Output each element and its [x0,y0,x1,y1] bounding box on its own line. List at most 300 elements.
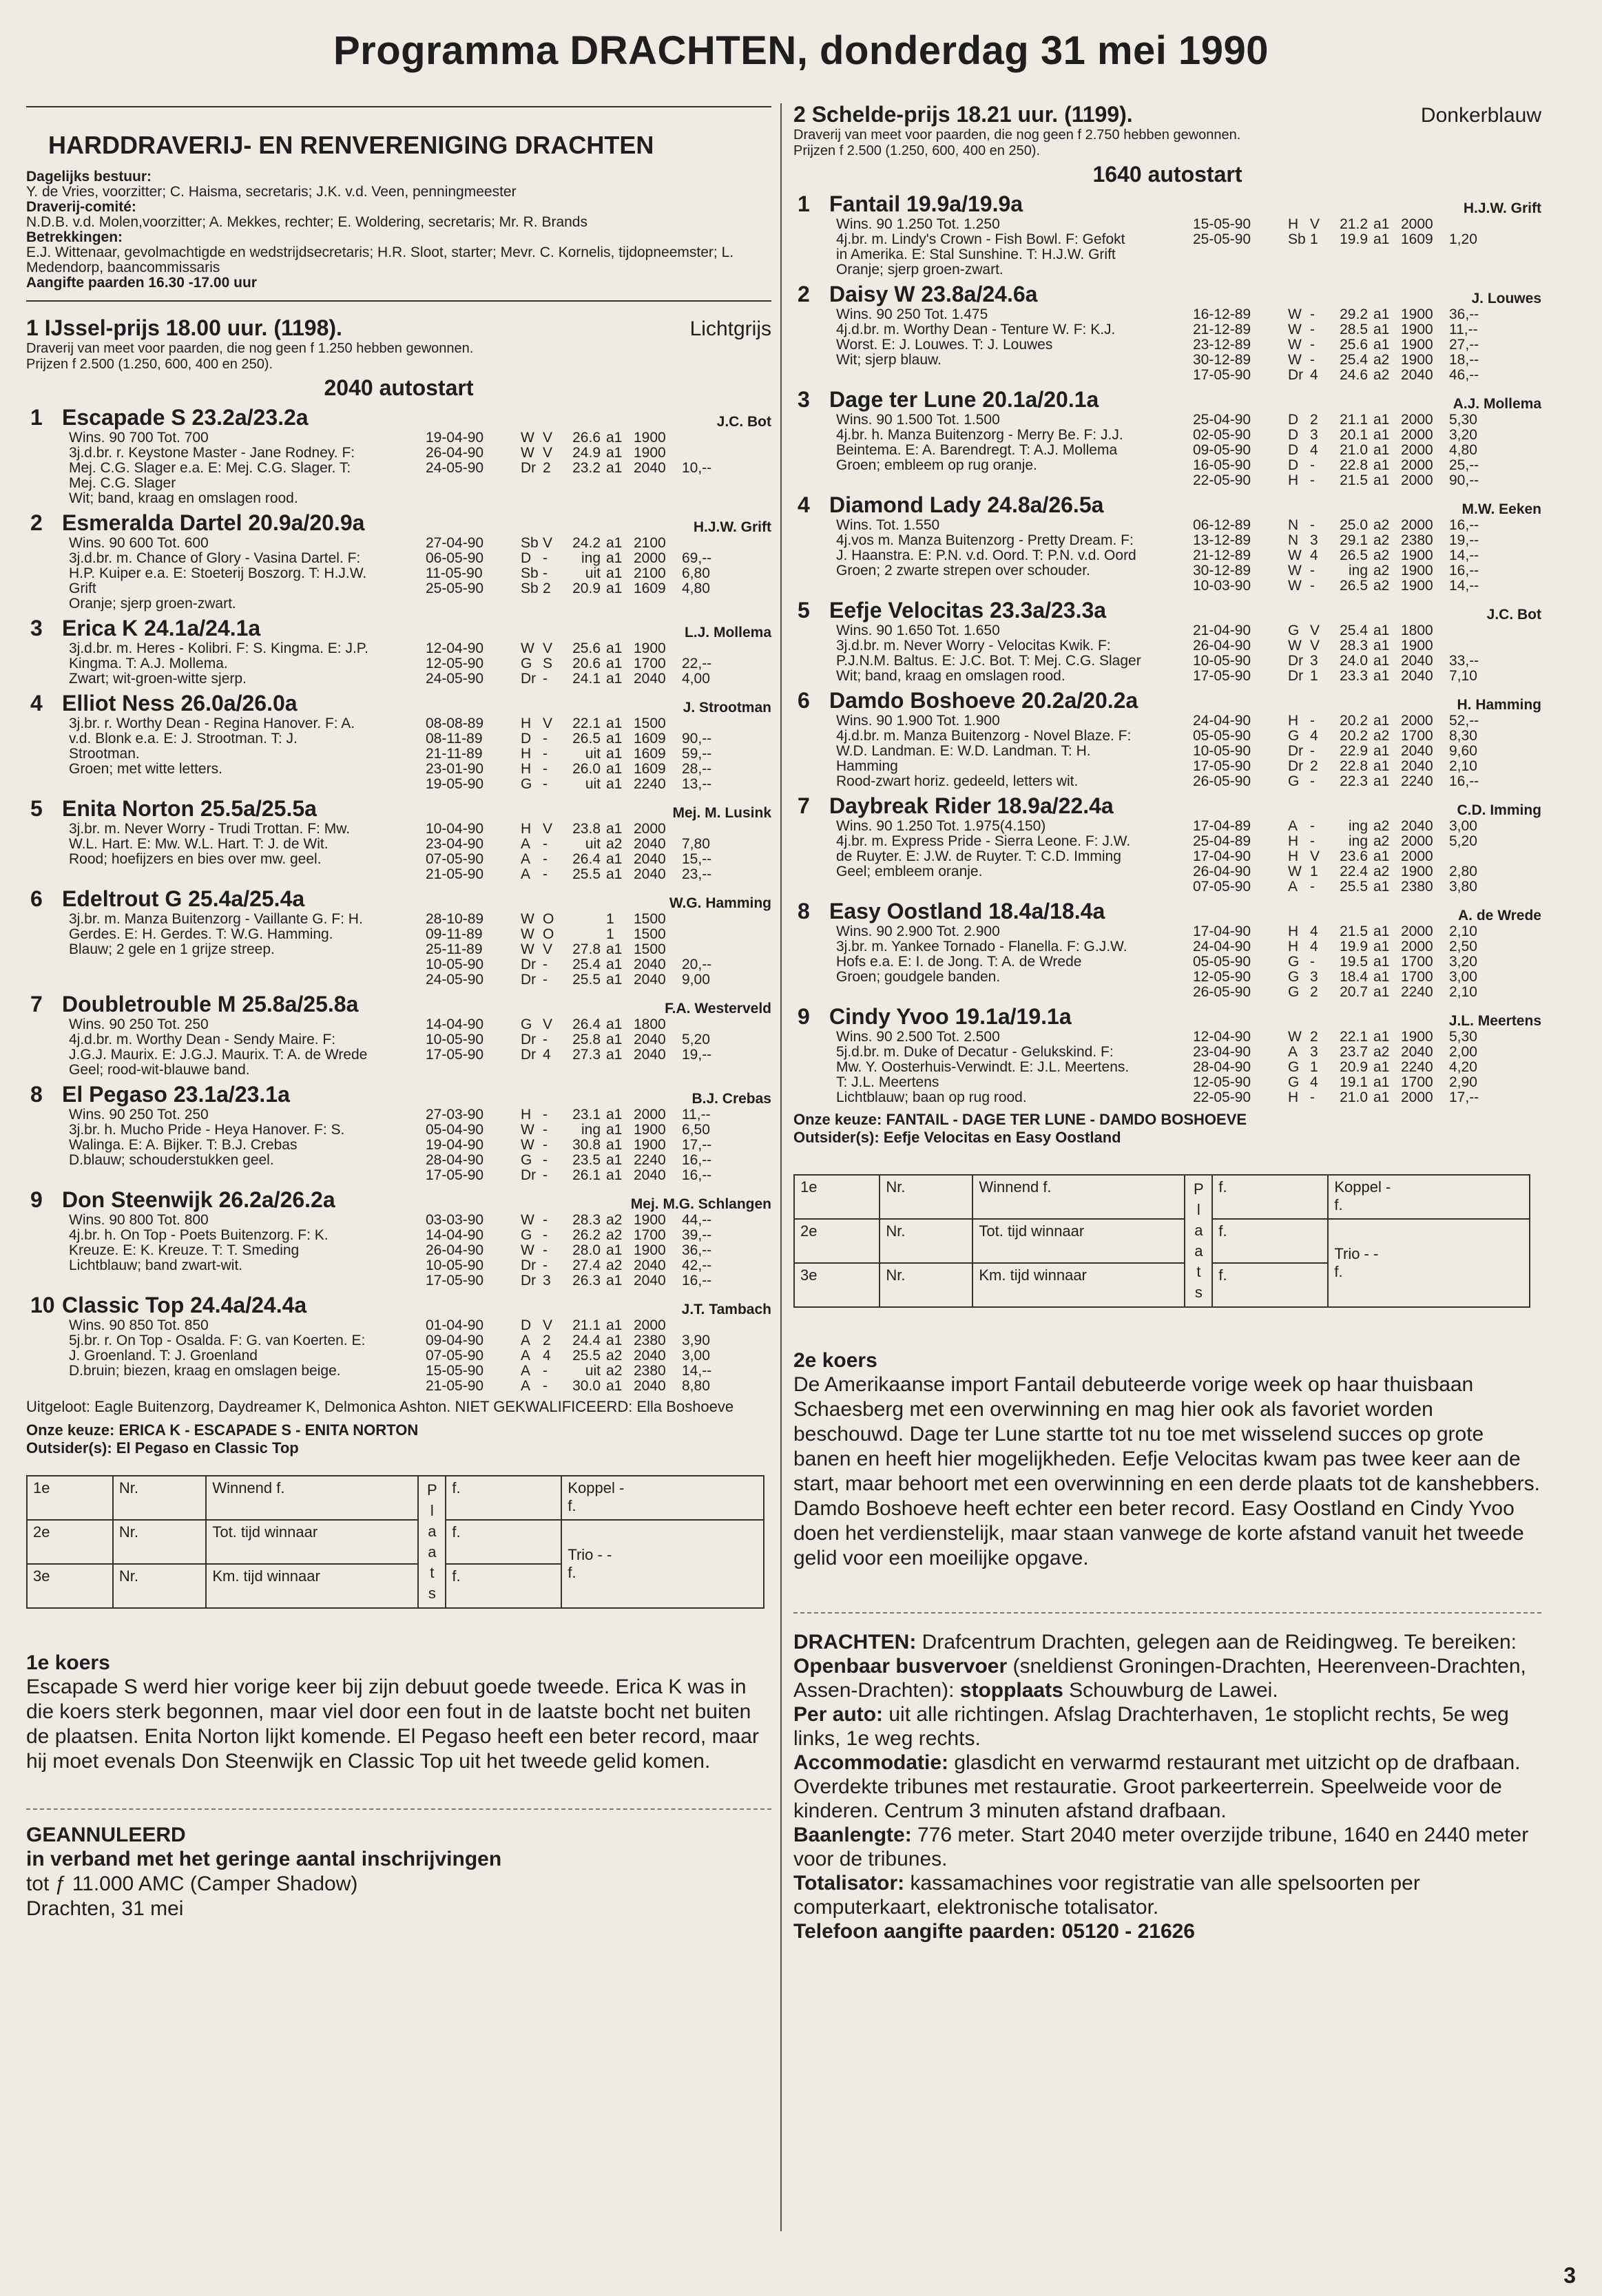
result-cell: a2 [1373,864,1390,879]
result-cell: a2 [606,1257,623,1273]
info-text: 776 meter. Start 2040 meter overzijde tribune, 1640 en 2440 meter voor de tribunes. [793,1824,1529,1870]
result-cell: 1700 [1401,1074,1433,1090]
horse-driver: J.L. Meertens [1448,1013,1541,1029]
result-cell: 21-12-89 [1193,547,1251,563]
result-cell: 7,80 [682,836,710,852]
horse-info-line: Wins. 90 600 Tot. 600 [69,535,209,551]
horse-number: 5 [30,796,43,821]
result-cell: 26.0 [572,761,601,777]
result-row [426,927,771,942]
info-label: Openbaar busvervoer [793,1655,1008,1678]
trio-amount: f. [1334,1263,1343,1280]
result-cell: 23.8 [572,821,601,837]
horse-entry [793,1004,1541,1105]
race-1 [26,315,771,1457]
result-cell: 39,-- [682,1227,712,1243]
result-cell: 1700 [634,656,666,671]
result-cell: 25-11-89 [426,941,483,957]
left-column [26,96,771,1921]
result-cell: S [543,656,553,671]
result-row [426,1213,771,1228]
info-label: Accommodatie: [793,1751,949,1774]
result-cell: 2100 [634,565,666,581]
result-cell: a1 [606,761,623,777]
result-cell: 2000 [1401,472,1433,488]
result-cell: 17-04-89 [1193,818,1251,834]
info-label: Per auto: [793,1703,884,1726]
result-cell: a1 [1373,306,1390,322]
result-cell: 08-11-89 [426,731,483,747]
horse-body [26,822,771,882]
result-cell: 2000 [1401,848,1433,864]
result-cell: G [1288,1059,1300,1075]
result-cell: - [543,972,548,988]
result-cell: G [521,656,532,671]
result-cell: H [521,821,532,837]
result-cell: W [521,445,534,461]
info-text: Drafcentrum Drachten, gelegen aan de Reidingweg. Te bereiken: [916,1631,1517,1653]
result-cell: 30-12-89 [1193,352,1251,368]
result-cell: 21-11-89 [426,746,483,762]
bet-row [794,1219,1530,1263]
result-cell: 1900 [634,430,666,446]
horse-info-line: Kreuze. E: K. Kreuze. T: T. Smeding [69,1242,300,1258]
result-cell: 25.5 [572,866,601,882]
result-cell: 11-05-90 [426,565,483,581]
result-cell: 16,-- [1449,563,1479,578]
result-cell: a1 [1373,758,1390,774]
result-cell: G [1288,773,1300,789]
result-cell: W [521,941,534,957]
result-cell: 10-03-90 [1193,578,1251,594]
horse-headline [793,492,1541,518]
horse-body [793,713,1541,789]
result-cell: 2 [1310,984,1318,1000]
result-cell: 2240 [1401,1059,1433,1075]
result-cell: 20.9 [572,581,601,596]
horse-info-line: 5j.d.br. m. Duke of Decatur - Gelukskind. F: [836,1044,1114,1060]
result-cell: - [1310,306,1315,322]
result-cell: a1 [606,656,623,671]
result-cell: H [521,1107,532,1123]
result-cell: 4 [1310,728,1318,744]
result-cell: 2040 [1401,367,1433,383]
result-cell: 1609 [634,746,666,762]
result-cell: 2040 [634,1167,666,1183]
result-cell: 2040 [634,851,666,867]
horse-results [1193,924,1541,1000]
result-cell: 26.4 [572,1016,601,1032]
result-row [426,837,771,852]
result-cell: 1900 [634,1137,666,1153]
race-1-conditions: Draverij van meet voor paarden, die nog geen f 1.250 hebben gewonnen. [26,341,474,356]
result-cell: 1609 [1401,231,1433,247]
horse-number: 3 [30,616,43,640]
result-cell: 24-04-90 [1193,939,1251,954]
result-cell: - [1310,713,1315,729]
horse-info-line: 4j.vos m. Manza Buitenzorg - Pretty Dream. F: [836,532,1134,548]
result-cell: 03-03-90 [426,1212,484,1228]
result-cell: 4,00 [682,671,710,687]
result-cell: 25.8 [572,1032,601,1047]
result-cell: V [543,941,553,957]
result-cell: a1 [606,445,623,461]
horse-info [26,430,426,506]
result-cell: 10,-- [682,460,712,476]
result-cell: a1 [606,1317,623,1333]
result-cell: 90,-- [1449,472,1479,488]
horse-body [793,307,1541,383]
result-cell: W [521,926,534,942]
koppel-amount: f. [568,1497,576,1514]
result-cell: a1 [1373,457,1390,473]
horse-info-line: Groen; met witte letters. [69,761,222,777]
result-cell: 2,90 [1449,1074,1477,1090]
result-cell: 12-05-90 [426,656,484,671]
result-cell: 19,-- [682,1047,712,1063]
result-cell: W [1288,306,1302,322]
result-cell: 1700 [1401,969,1433,985]
result-cell: a1 [1373,848,1390,864]
result-row [426,822,771,837]
result-cell: 19.5 [1340,954,1368,970]
horse-number: 4 [30,691,43,716]
info-part [793,1751,1520,1822]
result-cell [565,912,606,927]
result-cell: 2000 [1401,923,1433,939]
horse-info-line: 4j.br. h. On Top - Poets Buitenzorg. F: K. [69,1227,329,1243]
result-cell: 2040 [634,1047,666,1063]
result-cell: a1 [1373,231,1390,247]
result-cell: 25.5 [572,972,601,988]
result-cell: 2000 [1401,442,1433,458]
result-cell: 20,-- [682,957,712,972]
plaats-letter: l [1196,1201,1200,1218]
result-cell: 2000 [1401,412,1433,428]
horse-results [426,822,771,882]
result-cell: 02-05-90 [1193,427,1251,443]
result-row [1193,1060,1541,1075]
horse-headline [26,691,771,716]
result-cell: 3,20 [1449,427,1477,443]
horse-info-line: Wins. Tot. 1.550 [836,517,940,533]
result-cell: a1 [606,1273,623,1288]
horse-info-line: 3j.d.br. m. Never Worry - Velocitas Kwik. F: [836,638,1111,654]
result-cell: 2 [1310,758,1318,774]
result-cell: 30.8 [572,1137,601,1153]
result-cell: - [1310,954,1315,970]
horse-info-line: Groen; 2 zwarte strepen over schouder. [836,563,1090,578]
horse-info [26,716,426,792]
result-cell: 2 [1310,1029,1318,1045]
horse-info-line: 4j.d.br. m. Worthy Dean - Tenture W. F: K.J. [836,322,1116,337]
horse-name: El Pegaso 23.1a/23.1a [62,1082,290,1107]
result-cell: 16,-- [682,1167,712,1183]
result-row [1193,428,1541,443]
info-part [793,1872,1420,1919]
result-row [426,852,771,867]
result-cell: a2 [1373,532,1390,548]
result-cell [682,927,730,942]
club-board [26,169,771,291]
result-cell: 2 [543,1333,551,1348]
result-cell: V [543,1016,553,1032]
bet-table-1 [26,1475,771,1609]
horse-name: Damdo Boshoeve 20.2a/20.2a [829,688,1138,713]
result-cell: 13-12-89 [1193,532,1251,548]
result-cell: 26.3 [572,1273,601,1288]
result-cell: ing [581,550,601,566]
horse-info-line: Wins. 90 250 Tot. 1.475 [836,306,988,322]
result-row [426,551,771,566]
race-2-keuze-label: Onze keuze: [793,1111,886,1128]
result-cell: 6,80 [682,565,710,581]
horse-info-line: T: J.L. Meertens [836,1074,939,1090]
horse-body [793,819,1541,895]
result-cell [682,942,730,957]
result-cell: 2040 [634,957,666,972]
geannuleerd-line1: tot ƒ 11.000 AMC (Camper Shadow) [26,1872,358,1895]
result-cell: 4 [1310,442,1318,458]
result-cell: 28-04-90 [426,1152,484,1168]
result-cell: 05-05-90 [1193,954,1251,970]
horse-number: 9 [30,1187,43,1212]
result-cell: a1 [1373,337,1390,353]
result-cell: D [1288,427,1299,443]
result-cell: 23.5 [572,1152,601,1168]
horse-name: Daisy W 23.8a/24.6a [829,282,1038,306]
result-cell: 23.7 [1340,1044,1368,1060]
horse-results [1193,217,1541,278]
result-cell: G [521,1152,532,1168]
result-cell: 20.6 [572,656,601,671]
result-cell: 17-05-90 [1193,668,1251,684]
koppel-cell [1328,1175,1530,1219]
result-cell: Sb [521,535,539,551]
result-row [1193,232,1541,247]
horse-info-line: W.D. Landman. E: W.D. Landman. T: H. [836,743,1091,759]
result-cell: O [543,911,554,927]
horse-number: 6 [798,688,810,713]
result-row [1193,473,1541,488]
result-cell: 4 [543,1348,551,1364]
result-cell: 4,80 [1449,442,1477,458]
result-cell: 2040 [1401,668,1433,684]
result-cell: 25.4 [572,957,601,972]
bet-row [794,1175,1530,1219]
result-cell: W [1288,864,1302,879]
bet-amount: f. [446,1476,561,1520]
result-cell: 07-05-90 [426,851,484,867]
result-row [1193,819,1541,834]
horse-name: Fantail 19.9a/19.9a [829,191,1023,216]
result-cell: 1900 [634,1212,666,1228]
result-cell: 2240 [634,1152,666,1168]
result-cell: 22.9 [1340,743,1368,759]
result-cell: 19-04-90 [426,1137,484,1153]
horse-body [793,924,1541,1000]
result-cell: - [543,851,548,867]
result-cell: - [543,1212,548,1228]
result-cell: a1 [1373,668,1390,684]
result-cell: 2040 [1401,758,1433,774]
horse-name: Don Steenwijk 26.2a/26.2a [62,1187,335,1212]
result-cell: W [521,1212,534,1228]
result-row [426,1168,771,1183]
race-2-keuze-text: FANTAIL - DAGE TER LUNE - DAMDO BOSHOEVE [886,1111,1247,1128]
result-row [426,942,771,957]
result-cell: H [521,761,532,777]
horse-info-line: Mej. C.G. Slager [69,475,176,491]
result-cell: 2000 [634,550,666,566]
horse-info-line: P.J.N.M. Baltus. E: J.C. Bot. T: Mej. C.G. Slager [836,653,1141,669]
result-cell: 21.1 [572,1317,601,1333]
result-cell [682,430,730,446]
horse-info-line: 3j.br. r. Worthy Dean - Regina Hanover. F: A. [69,716,355,731]
result-cell: 17,-- [682,1137,712,1153]
result-cell: a2 [1373,547,1390,563]
result-cell: a1 [606,640,623,656]
result-cell: a1 [1373,954,1390,970]
top-rule [26,106,771,107]
horse-driver: B.J. Crebas [691,1091,771,1107]
result-row [426,1123,771,1138]
result-cell: A [521,1333,531,1348]
result-cell: - [1310,352,1315,368]
result-cell: a1 [1373,923,1390,939]
result-cell: a1 [1373,472,1390,488]
result-cell: 7,10 [1449,668,1477,684]
result-cell: 27.4 [572,1257,601,1273]
result-cell: 2 [543,581,551,596]
horse-info-line: Geel; embleem oranje. [836,864,983,879]
result-cell: 23-12-89 [1193,337,1251,353]
result-cell: 21.2 [1340,216,1368,232]
result-cell: 2040 [1401,653,1433,669]
horse-body [793,1030,1541,1105]
result-cell: 2040 [1401,1044,1433,1060]
result-cell: a2 [1373,833,1390,849]
result-cell: W [1288,1029,1302,1045]
result-cell: Dr [521,1257,537,1273]
result-cell: a2 [1373,728,1390,744]
horse-headline [26,1082,771,1107]
result-cell: 42,-- [682,1257,712,1273]
horse-info-line: Rood; hoefijzers en bies over mw. geel. [69,851,322,867]
race-1-title: 1 IJssel-prijs 18.00 uur. (1198). [26,315,342,340]
result-cell: 14,-- [1449,547,1479,563]
result-row [1193,623,1541,638]
horse-name: Elliot Ness 26.0a/26.0a [62,691,298,716]
bet-place: 2e [27,1520,113,1564]
result-cell: 07-05-90 [1193,879,1251,895]
result-row [1193,578,1541,594]
result-cell: V [1310,638,1320,654]
result-cell: 2,10 [1449,923,1477,939]
result-cell: 4 [543,1047,551,1063]
result-row [1193,1045,1541,1060]
result-cell: 3 [1310,969,1318,985]
geannuleerd-title: GEANNULEERD [26,1824,186,1846]
horse-headline [26,1293,771,1318]
result-cell: Dr [521,972,537,988]
result-cell: 26.6 [572,430,601,446]
result-cell: - [543,1257,548,1273]
result-cell: G [1288,728,1300,744]
result-cell: 16,-- [682,1152,712,1168]
result-cell: A [521,1348,531,1364]
result-cell: W [521,1137,534,1153]
bet-amount: f. [1212,1219,1328,1263]
bet-row [27,1520,764,1564]
result-cell: a2 [606,1212,623,1228]
result-cell: - [543,671,548,687]
result-cell: 22-05-90 [1193,1089,1251,1105]
horse-entry [26,992,771,1078]
result-cell: 16,-- [682,1273,712,1288]
result-cell: 24.6 [1340,367,1368,383]
result-cell: 24-04-90 [1193,713,1251,729]
result-cell: a1 [1373,1029,1390,1045]
club-line [26,185,771,200]
result-cell: 19,-- [1449,532,1479,548]
result-cell: 5,20 [1449,833,1477,849]
result-cell: 24.9 [572,445,601,461]
result-cell: a1 [606,1107,623,1123]
horse-name: Easy Oostland 18.4a/18.4a [829,899,1105,923]
koers-1-text: Escapade S werd hier vorige keer bij zijn debuut goede tweede. Erica K was in die koers sterk begonnen, maar viel door een fout in de laatste bocht net buiten de plaatsen. Enita Norton lijkt komende. El Pegaso heeft een beter record, maar hij moet evenals Don Steenwijk en Classic Top uit het tweede gelid komen. [26,1676,759,1773]
result-cell: 14-04-90 [426,1016,484,1032]
result-row [426,1348,771,1364]
result-cell: 69,-- [682,550,712,566]
horse-name: Edeltrout G 25.4a/25.4a [62,886,305,911]
result-cell: 26-04-90 [1193,638,1251,654]
result-cell: 1900 [1401,1029,1433,1045]
result-cell: W [521,640,534,656]
plaats-letter: a [1194,1242,1203,1260]
result-cell: W [1288,638,1302,654]
horse-info [26,822,426,882]
horse-headline [793,899,1541,924]
race-1-outsider-label: Outsider(s): [26,1439,116,1457]
result-cell: a1 [606,1378,623,1394]
result-cell: H [1288,216,1299,232]
result-cell: 22.8 [1340,457,1368,473]
horse-driver: H. Hamming [1457,697,1541,713]
result-cell: a2 [1373,367,1390,383]
horse-name: Doubletrouble M 25.8a/25.8a [62,992,359,1016]
bet-nr-label: Nr. [880,1263,972,1307]
result-cell: 22.1 [572,716,601,731]
result-cell: 19-04-90 [426,430,484,446]
club-line [26,230,771,245]
horse-info-line: Lichtblauw; band zwart-wit. [69,1257,243,1273]
result-cell: 26.2 [572,1227,601,1243]
result-cell: a1 [606,866,623,882]
horse-name: Esmeralda Dartel 20.9a/20.9a [62,510,365,535]
result-cell: 24-05-90 [426,972,484,988]
bet-label: Winnend f. [972,1175,1185,1219]
result-row [1193,458,1541,473]
horse-info-line: Rood-zwart horiz. gedeeld, letters wit. [836,773,1079,789]
result-row [426,1364,771,1379]
result-cell: 2240 [1401,984,1433,1000]
result-cell: 28.3 [1340,638,1368,654]
bet-amount: f. [1212,1175,1328,1219]
plaats-letter: a [428,1543,437,1561]
plaats-letter: l [430,1502,434,1519]
result-cell: a1 [606,1137,623,1153]
